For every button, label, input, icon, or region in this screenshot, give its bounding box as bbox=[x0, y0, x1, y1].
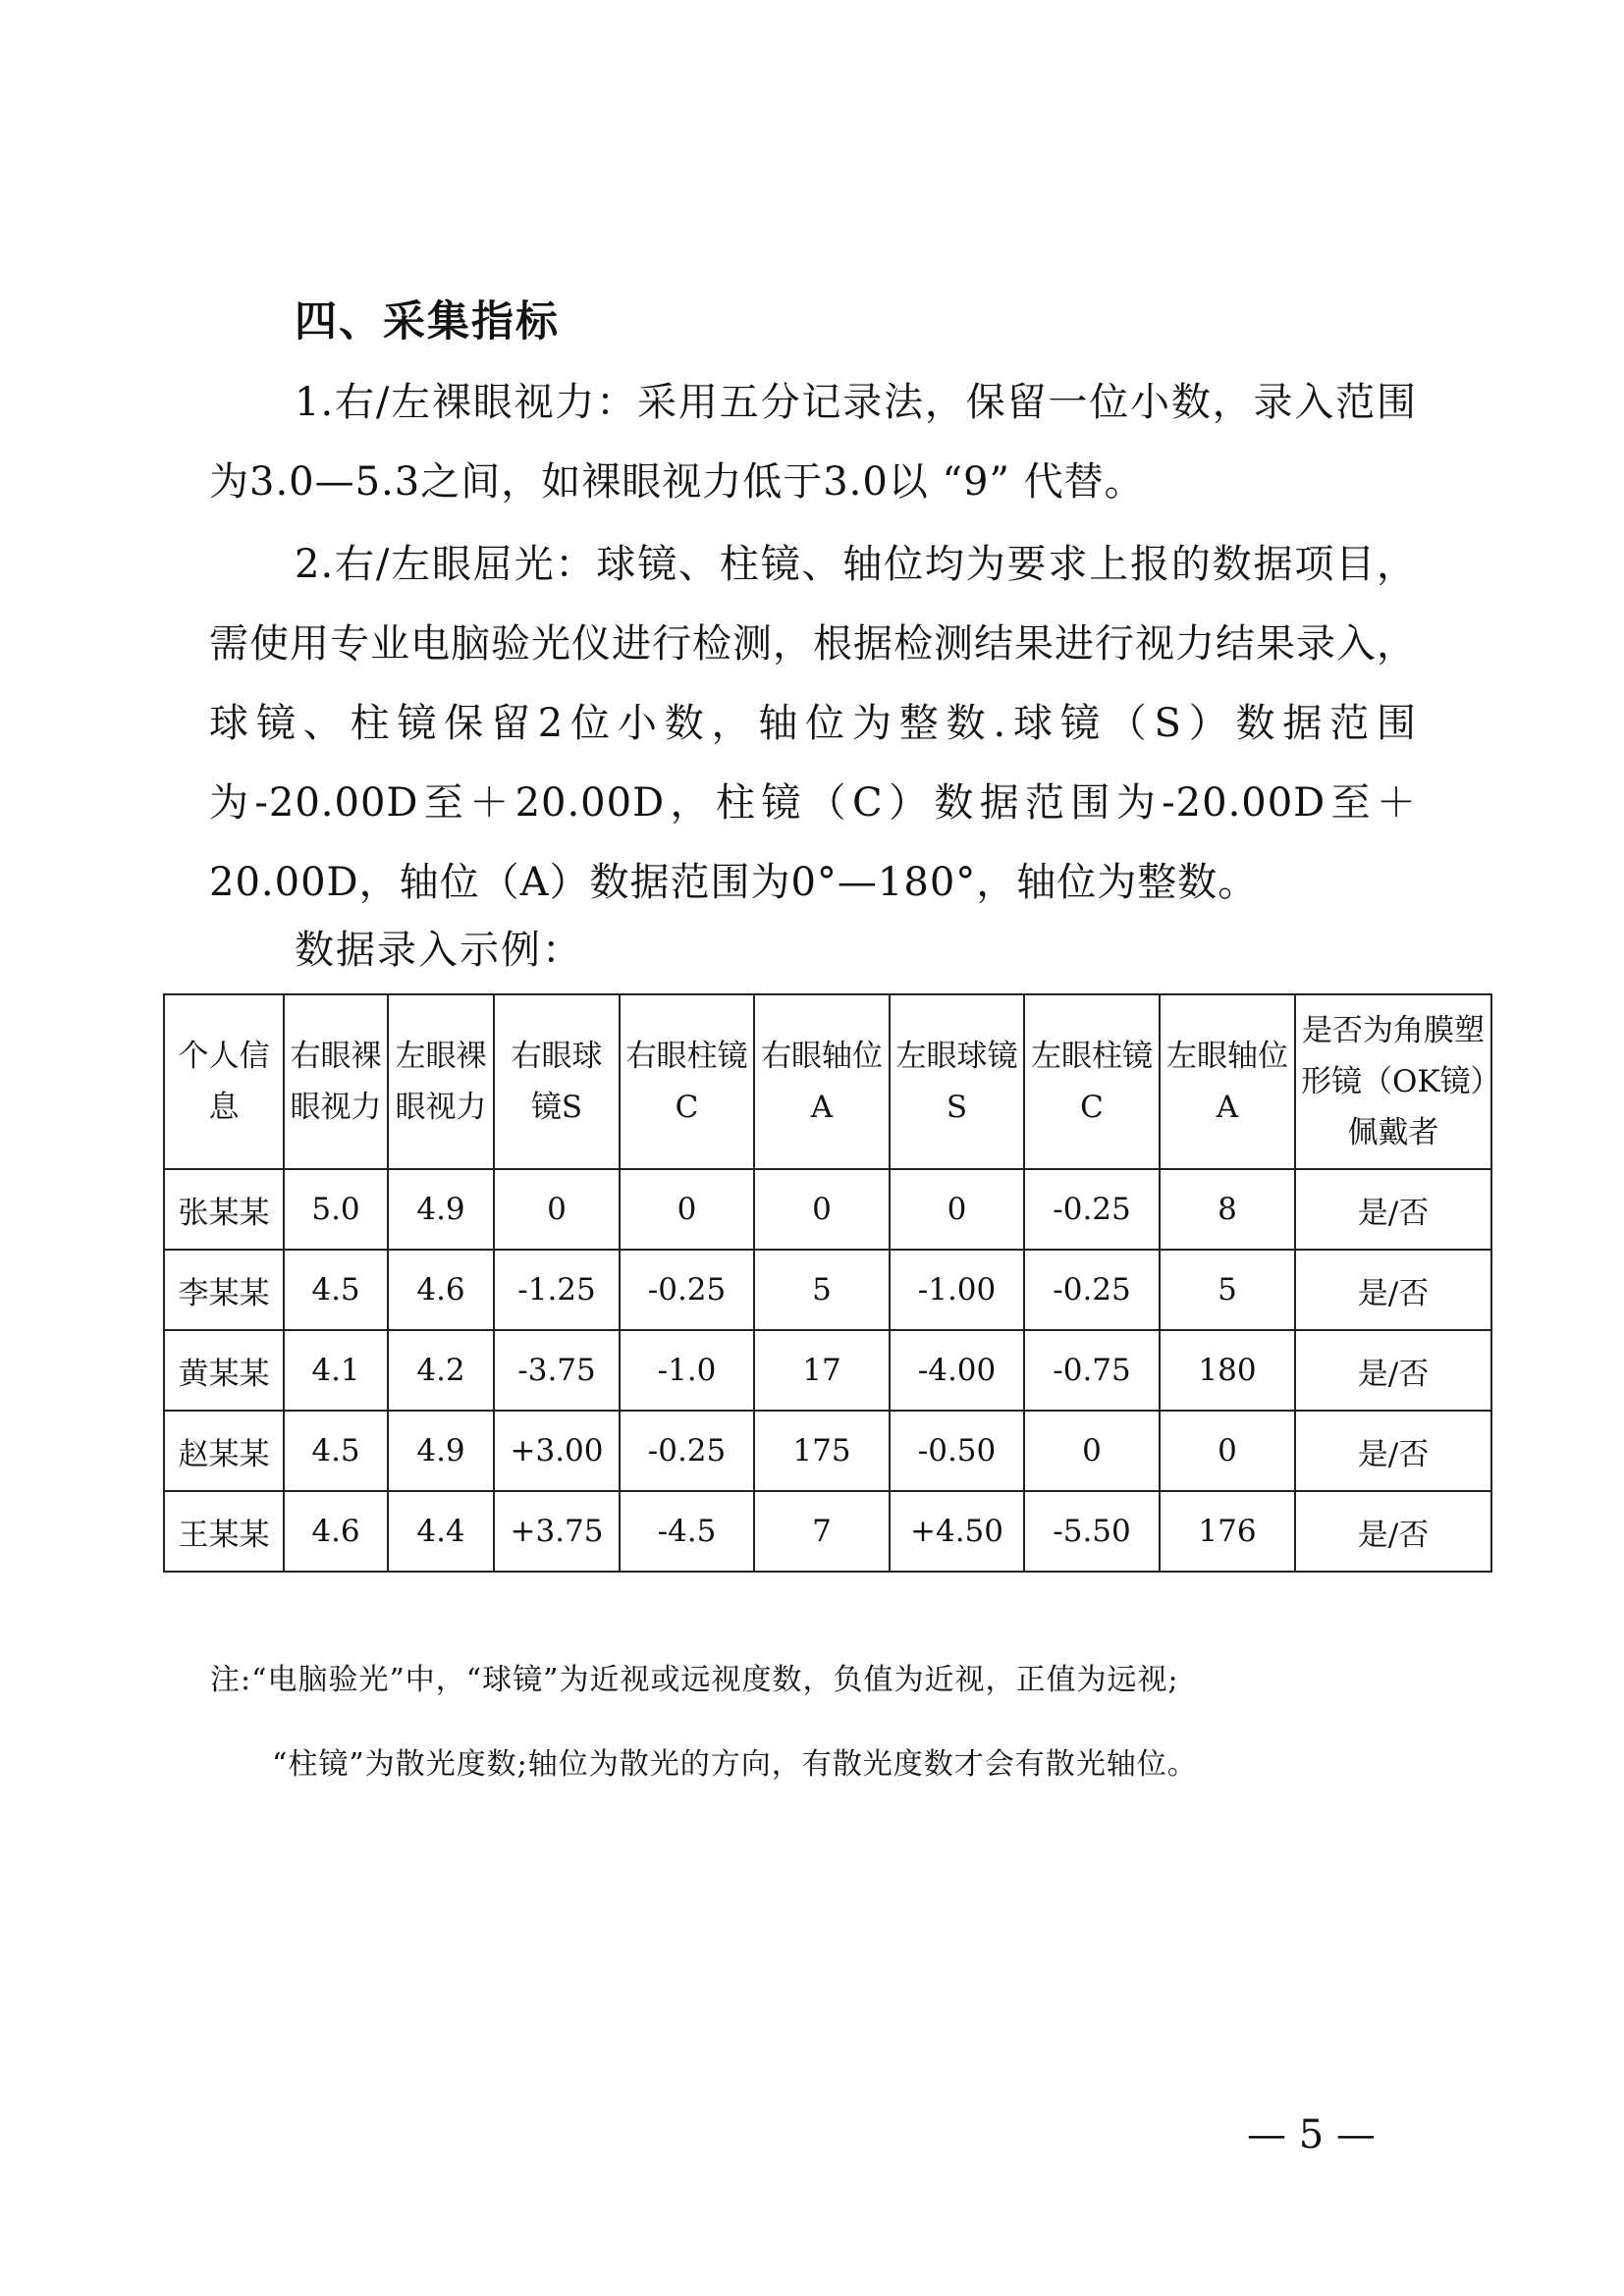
cell-left-axis: 180 bbox=[1160, 1330, 1295, 1411]
footnote-line-1: 注:“电脑验光”中，“球镜”为近视或远视度数，负值为近视，正值为远视; bbox=[210, 1663, 1179, 1697]
cell-right-axis: 7 bbox=[754, 1491, 890, 1572]
cell-left-axis: 5 bbox=[1160, 1250, 1295, 1330]
cell-ok-lens: 是/否 bbox=[1295, 1169, 1491, 1250]
cell-right-sphere: +3.00 bbox=[494, 1411, 620, 1491]
cell-left-sphere: -4.00 bbox=[890, 1330, 1024, 1411]
table-row bbox=[164, 1169, 1491, 1250]
cell-ok-lens: 是/否 bbox=[1295, 1330, 1491, 1411]
cell-right-cylinder: -1.0 bbox=[620, 1330, 754, 1411]
example-label: 数据录入示例： bbox=[295, 928, 583, 973]
cell-ok-lens: 是/否 bbox=[1295, 1491, 1491, 1572]
table-row bbox=[164, 1330, 1491, 1411]
table-row bbox=[164, 1411, 1491, 1491]
cell-right-cylinder: -0.25 bbox=[620, 1250, 754, 1330]
header-right-cylinder: 右眼柱镜C bbox=[620, 994, 754, 1169]
cell-right-vision: 4.5 bbox=[284, 1411, 388, 1491]
data-entry-example-table bbox=[163, 993, 1492, 1573]
cell-right-vision: 4.1 bbox=[284, 1330, 388, 1411]
cell-left-vision: 4.9 bbox=[388, 1169, 494, 1250]
header-left-axis: 左眼轴位A bbox=[1160, 994, 1295, 1169]
cell-left-cylinder: -0.25 bbox=[1024, 1169, 1160, 1250]
cell-left-vision: 4.4 bbox=[388, 1491, 494, 1572]
cell-right-cylinder: -4.5 bbox=[620, 1491, 754, 1572]
table-row bbox=[164, 1250, 1491, 1330]
cell-left-sphere: -0.50 bbox=[890, 1411, 1024, 1491]
cell-right-cylinder: 0 bbox=[620, 1169, 754, 1250]
cell-right-sphere: -1.25 bbox=[494, 1250, 620, 1330]
cell-right-axis: 175 bbox=[754, 1411, 890, 1491]
cell-right-vision: 5.0 bbox=[284, 1169, 388, 1250]
section-heading: 四、采集指标 bbox=[295, 297, 560, 347]
cell-left-axis: 8 bbox=[1160, 1169, 1295, 1250]
cell-left-sphere: 0 bbox=[890, 1169, 1024, 1250]
cell-right-axis: 5 bbox=[754, 1250, 890, 1330]
header-personal-info: 个人信息 bbox=[164, 994, 284, 1169]
cell-left-axis: 176 bbox=[1160, 1491, 1295, 1572]
cell-left-cylinder: -0.25 bbox=[1024, 1250, 1160, 1330]
cell-name: 王某某 bbox=[164, 1491, 284, 1572]
cell-name: 赵某某 bbox=[164, 1411, 284, 1491]
footnote-line-2: “柱镜”为散光度数;轴位为散光的方向，有散光度数才会有散光轴位。 bbox=[272, 1747, 1198, 1782]
cell-name: 黄某某 bbox=[164, 1330, 284, 1411]
cell-right-cylinder: -0.25 bbox=[620, 1411, 754, 1491]
cell-right-sphere: +3.75 bbox=[494, 1491, 620, 1572]
cell-right-vision: 4.5 bbox=[284, 1250, 388, 1330]
page-number: — 5 — bbox=[1247, 2112, 1376, 2158]
table-header-row bbox=[164, 994, 1491, 1169]
cell-name: 李某某 bbox=[164, 1250, 284, 1330]
cell-ok-lens: 是/否 bbox=[1295, 1411, 1491, 1491]
cell-right-axis: 0 bbox=[754, 1169, 890, 1250]
cell-left-cylinder: 0 bbox=[1024, 1411, 1160, 1491]
cell-right-vision: 4.6 bbox=[284, 1491, 388, 1572]
header-right-axis: 右眼轴位A bbox=[754, 994, 890, 1169]
cell-left-cylinder: -5.50 bbox=[1024, 1491, 1160, 1572]
header-left-uncorrected-vision: 左眼裸眼视力 bbox=[388, 994, 494, 1169]
cell-name: 张某某 bbox=[164, 1169, 284, 1250]
cell-left-cylinder: -0.75 bbox=[1024, 1330, 1160, 1411]
cell-left-vision: 4.2 bbox=[388, 1330, 494, 1411]
cell-left-sphere: +4.50 bbox=[890, 1491, 1024, 1572]
cell-ok-lens: 是/否 bbox=[1295, 1250, 1491, 1330]
cell-right-axis: 17 bbox=[754, 1330, 890, 1411]
header-ok-lens-wearer: 是否为角膜塑形镜（OK镜）佩戴者 bbox=[1295, 994, 1491, 1169]
header-left-sphere: 左眼球镜S bbox=[890, 994, 1024, 1169]
cell-left-axis: 0 bbox=[1160, 1411, 1295, 1491]
paragraph-uncorrected-vision: 1.右/左裸眼视力：采用五分记录法，保留一位小数，录入范围为3.0—5.3之间，如裸眼视力低于3.0以 “9” 代替。 bbox=[209, 380, 1417, 505]
header-left-cylinder: 左眼柱镜C bbox=[1024, 994, 1160, 1169]
header-right-sphere: 右眼球镜S bbox=[494, 994, 620, 1169]
cell-left-vision: 4.9 bbox=[388, 1411, 494, 1491]
cell-left-vision: 4.6 bbox=[388, 1250, 494, 1330]
header-right-uncorrected-vision: 右眼裸眼视力 bbox=[284, 994, 388, 1169]
cell-right-sphere: -3.75 bbox=[494, 1330, 620, 1411]
table-row bbox=[164, 1491, 1491, 1572]
paragraph-refraction: 2.右/左眼屈光：球镜、柱镜、轴位均为要求上报的数据项目，需使用专业电脑验光仪进行检测，根据检测结果进行视力结果录入，球镜、柱镜保留2位小数，轴位为整数.球镜（S）数据范围为-20.00D至＋20.00D，柱镜（C）数据范围为-20.00D至＋20.00D，轴位（A）数据范围为0°—180°，轴位为整数。 bbox=[209, 542, 1417, 905]
cell-right-sphere: 0 bbox=[494, 1169, 620, 1250]
cell-left-sphere: -1.00 bbox=[890, 1250, 1024, 1330]
